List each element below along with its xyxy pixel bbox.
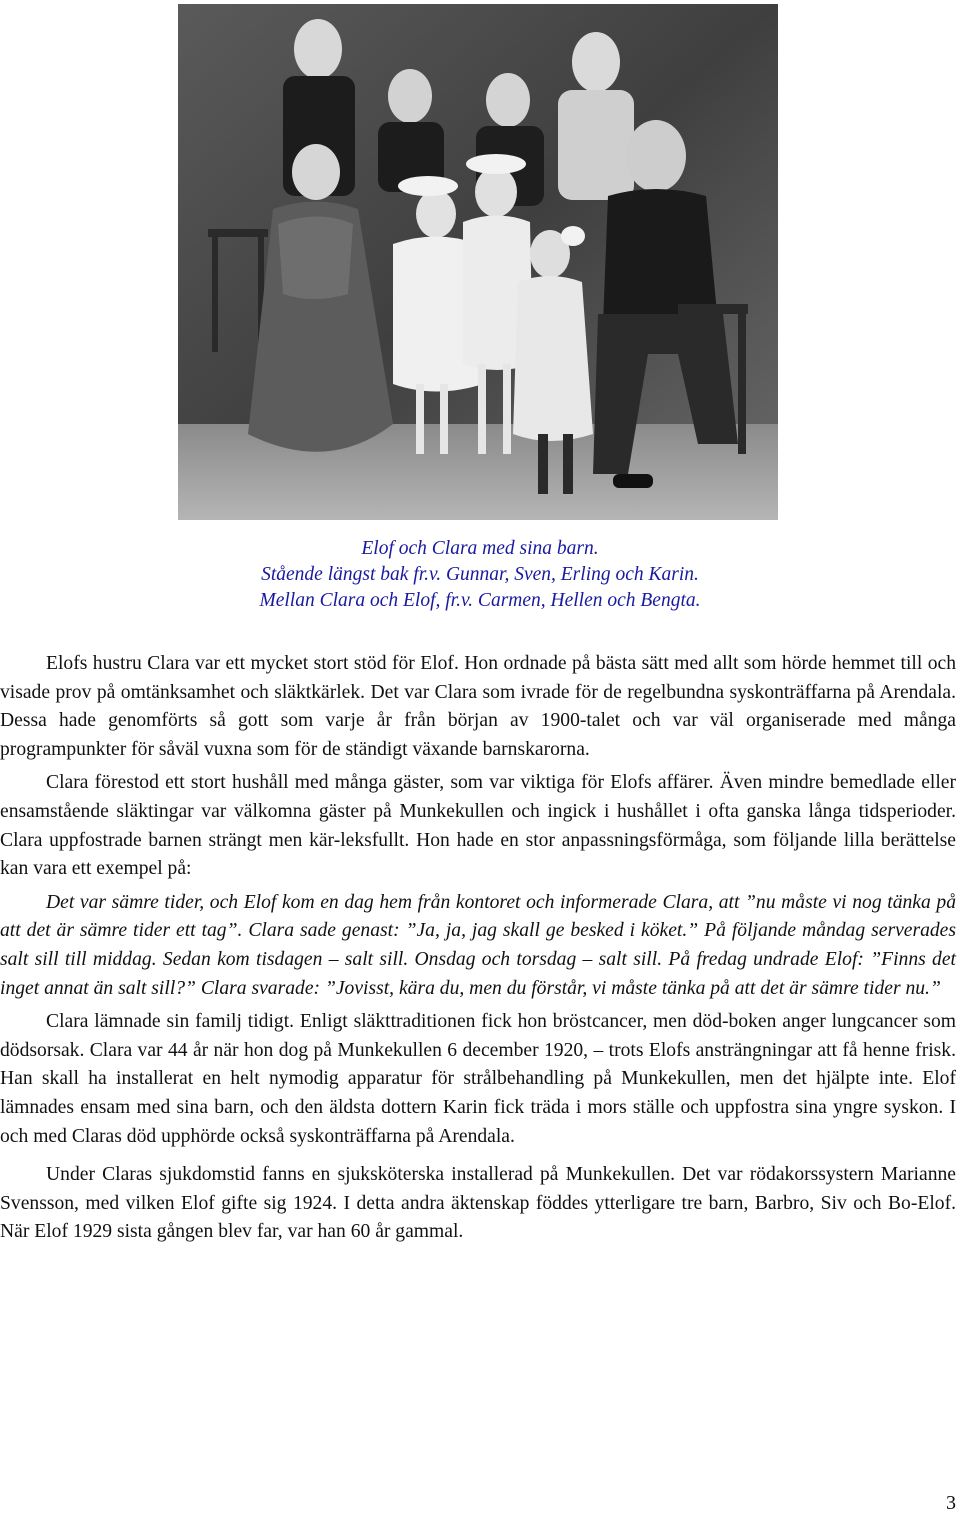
caption-line-2: Stående längst bak fr.v. Gunnar, Sven, Erling och Karin. [261, 564, 699, 585]
page-number: 3 [946, 1492, 956, 1514]
paragraph-story: Det var sämre tider, och Elof kom en dag hem från kontoret och informerade Clara, att ”nu måste vi nog tänka på att det är sämre tider ett tag”. Clara sade genast: ”Ja, ja, jag skall ge besked i köket.” På följande måndag serverades salt sill till middag. Sedan kom tisdagen – salt sill. Onsdag och torsdag – salt sill. På fredag undrade Elof: ”Finns det inget annat än salt sill?” Clara svarade: ”Jovisst, kära du, men du förstår, vi måste tänka på att det är sämre tider nu.” [0, 891, 956, 999]
caption-line-1: Elof och Clara med sina barn. [361, 538, 599, 559]
paragraph-1: Elofs hustru Clara var ett mycket stort stöd för Elof. Hon ordnade på bästa sätt med allt som hörde hemmet till och visade prov på omtänksamhet och släktkärlek. Det var Clara som ivrade för de regelbundna syskonträffarna på Arendala. Dessa hade genomförts så gott som varje år från början av 1900-talet och var väl organiserade med många programpunkter för såväl vuxna som för de ständigt växande barnskarorna. [0, 653, 956, 760]
caption-line-3: Mellan Clara och Elof, fr.v. Carmen, Hellen och Bengta. [259, 590, 701, 611]
paragraph-5: Under Claras sjukdomstid fanns en sjuksköterska installerad på Munkekullen. Det var rödakorssystern Marianne Svensson, med vilken Elof gifte sig 1924. I detta andra äktenskap föddes ytterligare tre barn, Barbro, Siv och Bo-Elof. När Elof 1929 sista gången blev far, var han 60 år gammal. [0, 1164, 956, 1243]
photo-caption [0, 536, 960, 614]
paragraph-4: Clara lämnade sin familj tidigt. Enligt släkttraditionen fick hon bröstcancer, men död-boken anger lungcancer som dödsorsak. Clara var 44 år när hon dog på Munkekullen 6 december 1920, – trots Elofs ansträngningar att få henne frisk. Han skall ha installerat en helt nymodig apparatur för strålbehandling på Munkekullen, men det hjälpte inte. Elof lämnades ensam med sina barn, och den äldsta dottern Karin fick träda i mors ställe och uppfostra sina yngre syskon. I och med Claras död upphörde också syskonträffarna på Arendala. [0, 1011, 956, 1147]
family-photograph [178, 4, 778, 520]
family-photograph-illustration [178, 4, 778, 520]
paragraph-2: Clara förestod ett stort hushåll med många gäster, som var viktiga för Elofs affärer. Även mindre bemedlade eller ensamstående släktingar var välkomna gäster på Munkekullen och ingick i hushållet i ofta ganska långa tidsperioder. Clara uppfostrade barnen strängt men kär-leksfullt. Hon hade en stor anpassningsförmåga, som följande lilla berättelse kan vara ett exempel på: [0, 772, 956, 880]
body-text [0, 650, 956, 1252]
